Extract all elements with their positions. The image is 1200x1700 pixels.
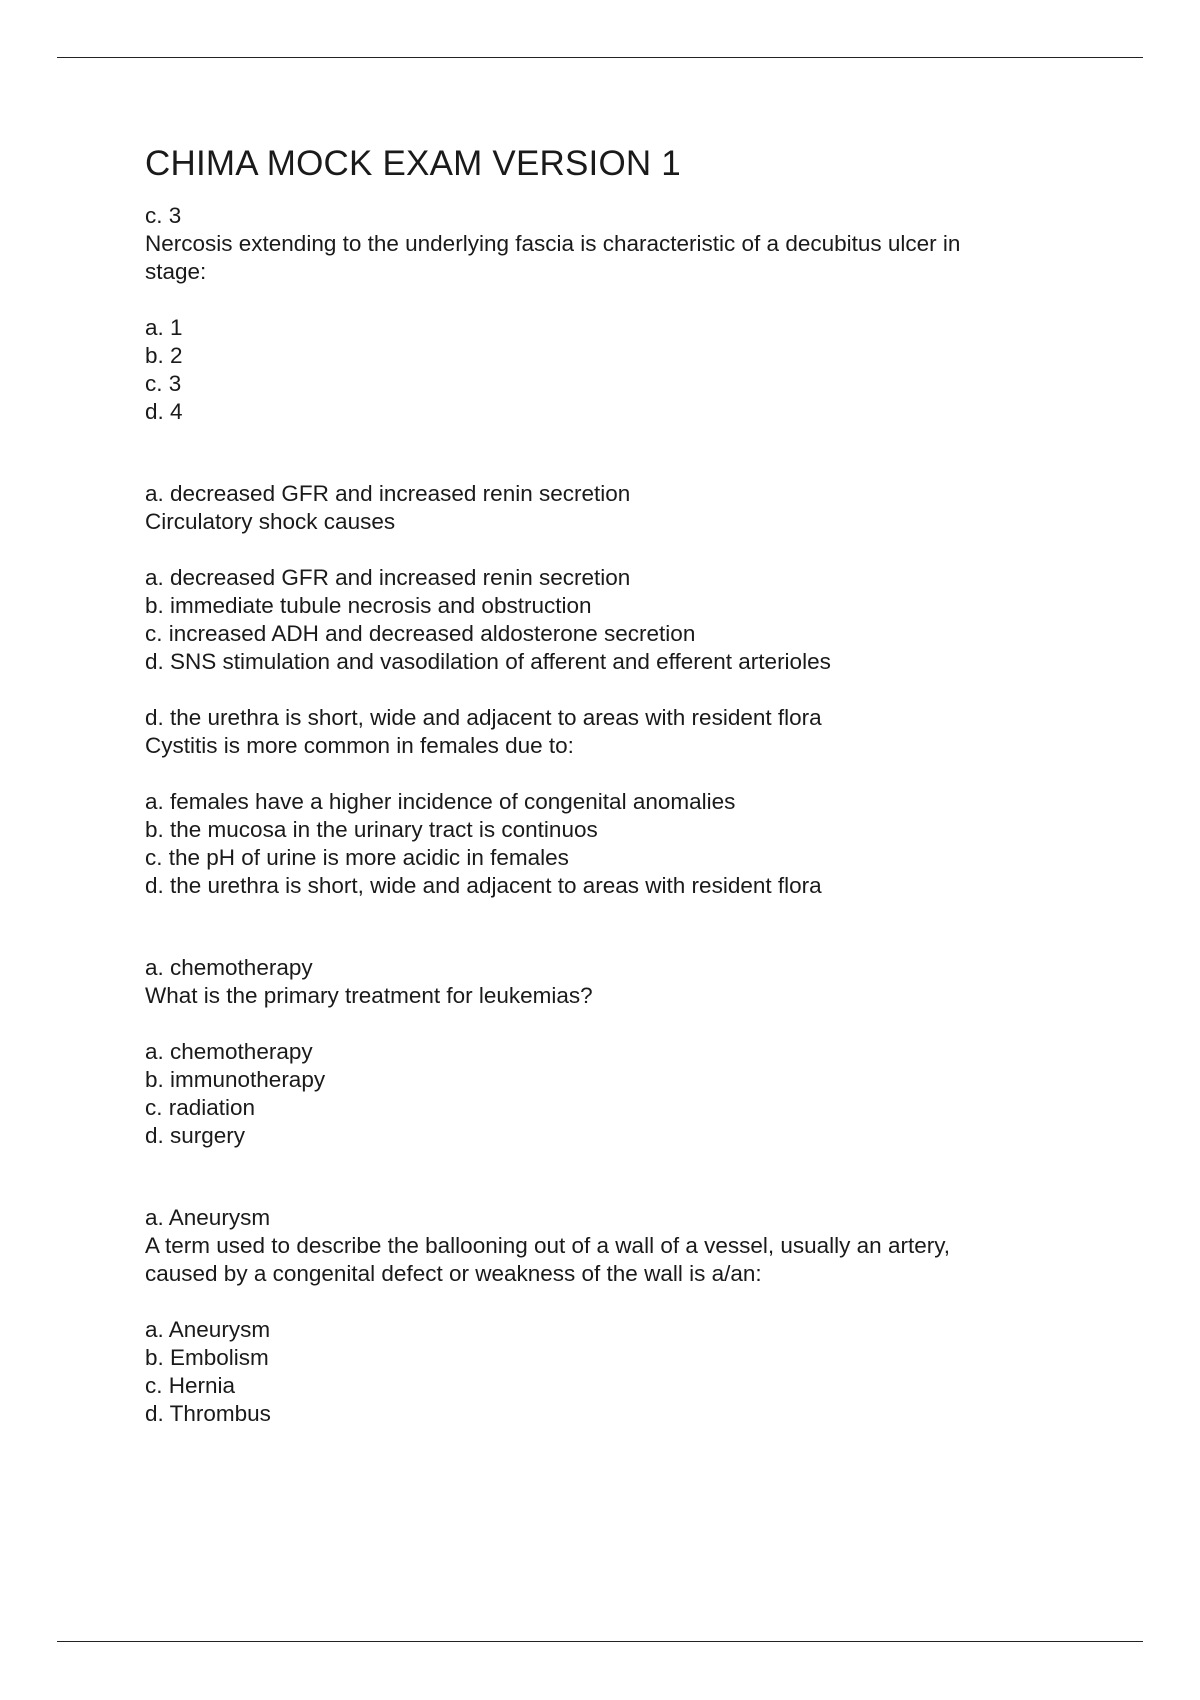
question-text: A term used to describe the ballooning out of a wall of a vessel, usually an artery,: [145, 1233, 951, 1258]
question-text: Cystitis is more common in females due to:: [145, 733, 574, 758]
options-list: [145, 1316, 1045, 1428]
option-item: b. 2: [145, 343, 183, 368]
option-item: a. females have a higher incidence of congenital anomalies: [145, 789, 736, 814]
option-item: d. SNS stimulation and vasodilation of afferent and efferent arterioles: [145, 649, 831, 674]
option-item: b. immediate tubule necrosis and obstruction: [145, 593, 592, 618]
option-item: c. increased ADH and decreased aldosterone secretion: [145, 621, 696, 646]
options-list: [145, 1038, 1045, 1150]
answer-line: d. the urethra is short, wide and adjacent to areas with resident flora: [145, 705, 822, 730]
option-item: a. 1: [145, 315, 183, 340]
options-list: [145, 564, 1045, 676]
question-block: [145, 1204, 1045, 1428]
option-item: a. decreased GFR and increased renin secretion: [145, 565, 631, 590]
spacer: [145, 426, 1045, 480]
options-list: [145, 788, 1045, 900]
option-item: b. immunotherapy: [145, 1067, 326, 1092]
answer-line: c. 3: [145, 203, 182, 228]
question-text: stage:: [145, 259, 207, 284]
option-item: a. chemotherapy: [145, 1039, 313, 1064]
top-rule: [57, 57, 1143, 58]
question-block: [145, 480, 1045, 676]
option-item: b. the mucosa in the urinary tract is continuos: [145, 817, 598, 842]
question-text: Circulatory shock causes: [145, 509, 396, 534]
answer-line: a. decreased GFR and increased renin secretion: [145, 481, 631, 506]
spacer: [145, 900, 1045, 954]
question-block: [145, 954, 1045, 1150]
option-item: c. radiation: [145, 1095, 256, 1120]
option-item: d. the urethra is short, wide and adjacent to areas with resident flora: [145, 873, 822, 898]
option-item: d. surgery: [145, 1123, 246, 1148]
option-item: c. the pH of urine is more acidic in females: [145, 845, 569, 870]
question-text: What is the primary treatment for leukemias?: [145, 983, 593, 1008]
question-block: [145, 202, 1045, 426]
option-item: a. Aneurysm: [145, 1317, 271, 1342]
option-item: d. 4: [145, 399, 183, 424]
document-title: CHIMA MOCK EXAM VERSION 1: [145, 144, 681, 183]
question-text: Nercosis extending to the underlying fascia is characteristic of a decubitus ulcer in: [145, 231, 961, 256]
option-item: d. Thrombus: [145, 1401, 271, 1426]
question-text: caused by a congenital defect or weakness of the wall is a/an:: [145, 1261, 762, 1286]
option-item: c. Hernia: [145, 1373, 236, 1398]
question-block: [145, 704, 1045, 900]
bottom-rule: [57, 1641, 1143, 1642]
options-list: [145, 314, 1045, 426]
spacer: [145, 1150, 1045, 1204]
option-item: c. 3: [145, 371, 182, 396]
spacer: [145, 676, 1045, 704]
option-item: b. Embolism: [145, 1345, 269, 1370]
answer-line: a. Aneurysm: [145, 1205, 271, 1230]
answer-line: a. chemotherapy: [145, 955, 313, 980]
document-body: [145, 142, 1045, 1428]
